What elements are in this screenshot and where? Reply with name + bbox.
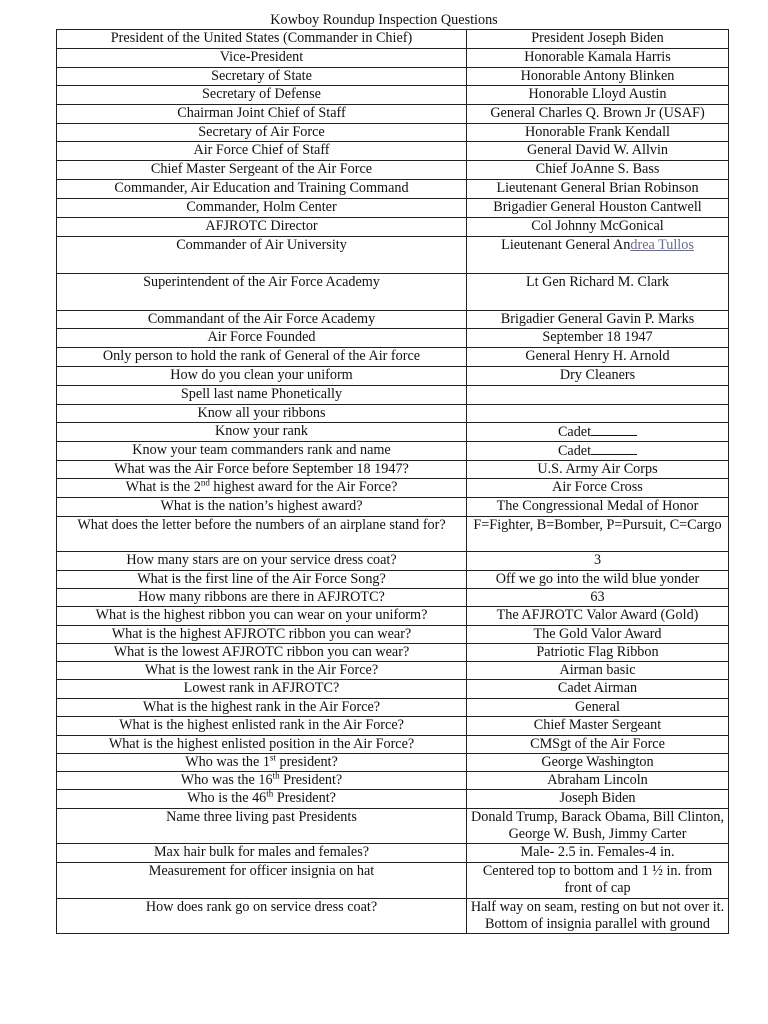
question-cell: Superintendent of the Air Force Academy bbox=[57, 274, 467, 311]
question-cell: Secretary of Defense bbox=[57, 86, 467, 105]
answer-cell: Col Johnny McGonical bbox=[467, 218, 729, 237]
question-cell: What is the highest ribbon you can wear on your uniform? bbox=[57, 607, 467, 626]
table-row bbox=[57, 717, 729, 736]
table-row bbox=[57, 571, 729, 589]
answer-cell: CMSgt of the Air Force bbox=[467, 736, 729, 754]
answer-cell: Patriotic Flag Ribbon bbox=[467, 644, 729, 662]
table-row bbox=[57, 589, 729, 607]
answer-cell bbox=[467, 423, 729, 442]
question-cell bbox=[57, 754, 467, 772]
question-cell bbox=[57, 772, 467, 790]
answer-cell: Chief Master Sergeant bbox=[467, 717, 729, 736]
answer-cell: Male- 2.5 in. Females-4 in. bbox=[467, 844, 729, 863]
answer-cell: Lt Gen Richard M. Clark bbox=[467, 274, 729, 311]
question-cell: Chairman Joint Chief of Staff bbox=[57, 105, 467, 124]
answer-cell: General bbox=[467, 699, 729, 717]
table-row bbox=[57, 142, 729, 161]
answer-cell: Honorable Frank Kendall bbox=[467, 124, 729, 142]
question-cell: Commander of Air University bbox=[57, 237, 467, 274]
table-row bbox=[57, 49, 729, 68]
answer-cell: Honorable Lloyd Austin bbox=[467, 86, 729, 105]
answer-cell: Lieutenant General Brian Robinson bbox=[467, 180, 729, 199]
answer-cell bbox=[467, 386, 729, 405]
answer-cell: Chief JoAnne S. Bass bbox=[467, 161, 729, 180]
ordinal-suffix: th bbox=[272, 771, 280, 781]
table-row bbox=[57, 367, 729, 386]
table-row bbox=[57, 124, 729, 142]
question-text: Who was the 16 bbox=[180, 772, 273, 788]
question-cell: AFJROTC Director bbox=[57, 218, 467, 237]
table-row bbox=[57, 30, 729, 49]
answer-cell: F=Fighter, B=Bomber, P=Pursuit, C=Cargo bbox=[467, 517, 729, 552]
page-title: Kowboy Roundup Inspection Questions bbox=[270, 12, 498, 28]
table-row bbox=[57, 754, 729, 772]
answer-cell: Off we go into the wild blue yonder bbox=[467, 571, 729, 589]
table-row bbox=[57, 607, 729, 626]
answer-cell: 3 bbox=[467, 552, 729, 571]
answer-text: Lieutenant General An bbox=[501, 237, 631, 253]
answer-cell: 63 bbox=[467, 589, 729, 607]
answer-cell: Abraham Lincoln bbox=[467, 772, 729, 790]
question-cell bbox=[57, 790, 467, 809]
question-cell: Measurement for officer insignia on hat bbox=[57, 863, 467, 899]
table-row bbox=[57, 329, 729, 348]
question-cell: What is the lowest AFJROTC ribbon you can wear? bbox=[57, 644, 467, 662]
table-row bbox=[57, 237, 729, 274]
ordinal-suffix: st bbox=[269, 753, 276, 763]
answer-cell: The AFJROTC Valor Award (Gold) bbox=[467, 607, 729, 626]
question-cell: Know your rank bbox=[57, 423, 467, 442]
question-cell: Spell last name Phonetically bbox=[57, 386, 467, 405]
question-cell: Air Force Founded bbox=[57, 329, 467, 348]
answer-cell: General Charles Q. Brown Jr (USAF) bbox=[467, 105, 729, 124]
question-cell: How many stars are on your service dress coat? bbox=[57, 552, 467, 571]
question-cell: Chief Master Sergeant of the Air Force bbox=[57, 161, 467, 180]
answer-cell: Honorable Antony Blinken bbox=[467, 68, 729, 86]
answer-cell: The Gold Valor Award bbox=[467, 626, 729, 644]
table-row bbox=[57, 68, 729, 86]
answer-cell: George Washington bbox=[467, 754, 729, 772]
answer-cell: Centered top to bottom and 1 ½ in. from front of cap bbox=[467, 863, 729, 899]
question-cell: Commander, Holm Center bbox=[57, 199, 467, 218]
question-cell: Commandant of the Air Force Academy bbox=[57, 311, 467, 329]
question-cell: Commander, Air Education and Training Command bbox=[57, 180, 467, 199]
table-row bbox=[57, 180, 729, 199]
question-cell: How do you clean your uniform bbox=[57, 367, 467, 386]
table-row bbox=[57, 699, 729, 717]
question-text: Who is the 46 bbox=[187, 790, 267, 806]
answer-cell: Donald Trump, Barack Obama, Bill Clinton, George W. Bush, Jimmy Carter bbox=[467, 809, 729, 844]
question-cell: What is the highest enlisted rank in the Air Force? bbox=[57, 717, 467, 736]
question-cell: Secretary of Air Force bbox=[57, 124, 467, 142]
answer-text: Cadet bbox=[557, 443, 592, 459]
answer-cell: September 18 1947 bbox=[467, 329, 729, 348]
answer-cell: General David W. Allvin bbox=[467, 142, 729, 161]
table-row bbox=[57, 552, 729, 571]
question-cell: President of the United States (Commander in Chief) bbox=[57, 30, 467, 49]
question-cell: Know all your ribbons bbox=[57, 405, 467, 423]
question-cell: Air Force Chief of Staff bbox=[57, 142, 467, 161]
answer-cell: Dry Cleaners bbox=[467, 367, 729, 386]
question-text: President? bbox=[273, 790, 336, 806]
answer-cell bbox=[467, 237, 729, 274]
table-row bbox=[57, 423, 729, 442]
ordinal-suffix: nd bbox=[200, 478, 210, 488]
table-row bbox=[57, 405, 729, 423]
table-row bbox=[57, 809, 729, 844]
answer-cell: Airman basic bbox=[467, 662, 729, 680]
answer-cell: Brigadier General Gavin P. Marks bbox=[467, 311, 729, 329]
question-cell: Know your team commanders rank and name bbox=[57, 442, 467, 461]
table-row bbox=[57, 161, 729, 180]
question-cell: Secretary of State bbox=[57, 68, 467, 86]
table-row bbox=[57, 680, 729, 699]
table-row bbox=[57, 863, 729, 899]
table-row bbox=[57, 461, 729, 479]
answer-cell bbox=[467, 442, 729, 461]
table-row bbox=[57, 790, 729, 809]
ordinal-suffix: th bbox=[266, 789, 274, 799]
question-cell: How does rank go on service dress coat? bbox=[57, 899, 467, 934]
question-text: What is the 2 bbox=[125, 479, 201, 495]
answer-cell: President Joseph Biden bbox=[467, 30, 729, 49]
question-cell: Only person to hold the rank of General of the Air force bbox=[57, 348, 467, 367]
answer-cell: General Henry H. Arnold bbox=[467, 348, 729, 367]
answer-cell: Joseph Biden bbox=[467, 790, 729, 809]
answer-link-text: drea Tullos bbox=[630, 237, 694, 253]
question-cell: What is the first line of the Air Force Song? bbox=[57, 571, 467, 589]
question-cell: Max hair bulk for males and females? bbox=[57, 844, 467, 863]
answer-cell: Air Force Cross bbox=[467, 479, 729, 498]
answer-cell: Honorable Kamala Harris bbox=[467, 49, 729, 68]
question-cell: What was the Air Force before September 18 1947? bbox=[57, 461, 467, 479]
question-text: highest award for the Air Force? bbox=[209, 479, 398, 495]
question-cell: What is the nation’s highest award? bbox=[57, 498, 467, 517]
table-row bbox=[57, 626, 729, 644]
table-row bbox=[57, 479, 729, 498]
question-text: Who was the 1 bbox=[185, 754, 270, 770]
question-cell: How many ribbons are there in AFJROTC? bbox=[57, 589, 467, 607]
answer-text: Cadet bbox=[557, 424, 592, 440]
question-cell: What is the highest rank in the Air Force? bbox=[57, 699, 467, 717]
table-row bbox=[57, 218, 729, 237]
table-row bbox=[57, 442, 729, 461]
table-row bbox=[57, 386, 729, 405]
table-row bbox=[57, 844, 729, 863]
answer-cell: Cadet Airman bbox=[467, 680, 729, 699]
table-row bbox=[57, 311, 729, 329]
question-cell: What is the highest enlisted position in the Air Force? bbox=[57, 736, 467, 754]
inspection-questions-table bbox=[56, 29, 729, 934]
answer-cell: Half way on seam, resting on but not over it. Bottom of insignia parallel with ground bbox=[467, 899, 729, 934]
question-cell: What is the highest AFJROTC ribbon you can wear? bbox=[57, 626, 467, 644]
question-cell: Name three living past Presidents bbox=[57, 809, 467, 844]
table-row bbox=[57, 348, 729, 367]
table-row bbox=[57, 899, 729, 934]
table-row bbox=[57, 662, 729, 680]
table-row bbox=[57, 105, 729, 124]
question-cell: Lowest rank in AFJROTC? bbox=[57, 680, 467, 699]
question-cell: Vice-President bbox=[57, 49, 467, 68]
answer-cell: The Congressional Medal of Honor bbox=[467, 498, 729, 517]
question-cell: What does the letter before the numbers of an airplane stand for? bbox=[57, 517, 467, 552]
question-text: president? bbox=[275, 754, 338, 770]
table-row bbox=[57, 644, 729, 662]
question-cell bbox=[57, 479, 467, 498]
table-row bbox=[57, 498, 729, 517]
answer-cell bbox=[467, 405, 729, 423]
table-row bbox=[57, 86, 729, 105]
answer-cell: Brigadier General Houston Cantwell bbox=[467, 199, 729, 218]
fill-in-blank-line bbox=[591, 423, 637, 436]
question-cell: What is the lowest rank in the Air Force? bbox=[57, 662, 467, 680]
question-text: President? bbox=[279, 772, 343, 788]
table-row bbox=[57, 736, 729, 754]
fill-in-blank-line bbox=[591, 442, 637, 455]
table-row bbox=[57, 517, 729, 552]
answer-cell: U.S. Army Air Corps bbox=[467, 461, 729, 479]
table-row bbox=[57, 274, 729, 311]
table-row bbox=[57, 199, 729, 218]
table-row bbox=[57, 772, 729, 790]
